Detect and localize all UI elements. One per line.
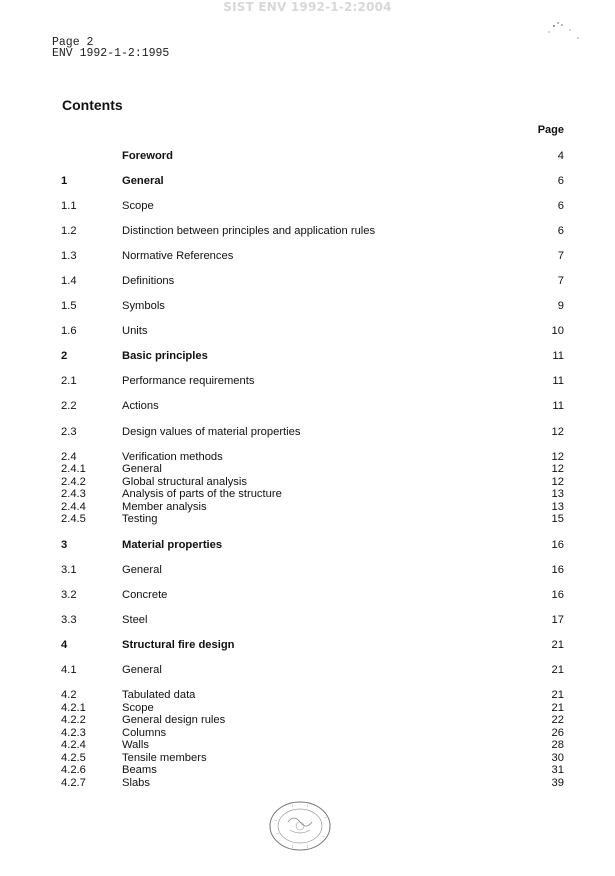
toc-label: Scope <box>122 200 154 212</box>
toc-number: 3.3 <box>61 614 77 626</box>
toc-number: 1.5 <box>61 300 77 312</box>
toc-page: 12 <box>551 476 564 488</box>
toc-label: Scope <box>122 702 154 714</box>
toc-label: Design values of material properties <box>122 426 301 438</box>
toc-label: Normative References <box>122 250 234 262</box>
toc-row <box>0 250 615 264</box>
page-title: Contents <box>62 97 123 113</box>
toc-label: Symbols <box>122 300 165 312</box>
toc-page: 11 <box>552 375 564 387</box>
toc-row <box>0 225 615 239</box>
toc-row <box>0 539 615 553</box>
toc-row <box>0 350 615 364</box>
toc-number: 2.4.2 <box>61 476 86 488</box>
toc-page: 16 <box>551 564 564 576</box>
toc-label: Material properties <box>122 539 223 551</box>
toc-page: 13 <box>551 501 564 513</box>
toc-label: Distinction between principles and application rules <box>122 225 376 237</box>
toc-label: General <box>122 564 162 576</box>
toc-number: 4.2.2 <box>61 714 86 726</box>
toc-page: 12 <box>551 426 564 438</box>
toc-row <box>0 689 615 703</box>
toc-row <box>0 614 615 628</box>
official-seal-stamp-icon <box>268 800 332 852</box>
toc-page: 12 <box>551 463 564 475</box>
toc-page: 11 <box>552 400 564 412</box>
toc-row <box>0 589 615 603</box>
toc-label: General <box>122 463 162 475</box>
toc-label: Beams <box>122 764 157 776</box>
toc-number: 2.2 <box>61 400 77 412</box>
toc-row <box>0 300 615 314</box>
toc-row <box>0 275 615 289</box>
toc-row <box>0 639 615 653</box>
toc-label: Global structural analysis <box>122 476 247 488</box>
toc-page: 39 <box>551 777 564 789</box>
toc-page: 11 <box>552 350 564 362</box>
toc-number: 1.2 <box>61 225 77 237</box>
toc-page: 15 <box>551 513 564 525</box>
toc-label: General design rules <box>122 714 226 726</box>
toc-page: 17 <box>551 614 564 626</box>
toc-page: 4 <box>557 150 564 162</box>
toc-number: 1.4 <box>61 275 77 287</box>
toc-row <box>0 488 615 502</box>
toc-label: Slabs <box>122 777 150 789</box>
toc-label: Columns <box>122 727 167 739</box>
toc-number: 2 <box>61 350 68 362</box>
toc-label: Performance requirements <box>122 375 255 387</box>
toc-number: 3.1 <box>61 564 77 576</box>
toc-number: 2.4 <box>61 451 77 463</box>
toc-number: 2.4.5 <box>61 513 86 525</box>
watermark: SIST ENV 1992-1-2:2004 <box>223 0 392 14</box>
toc-number: 4.2.6 <box>61 764 86 776</box>
toc-number: 1.6 <box>61 325 77 337</box>
toc-number: 1.3 <box>61 250 77 262</box>
toc-page: 16 <box>551 539 564 551</box>
toc-page: 30 <box>551 752 564 764</box>
toc-number: 4.2.5 <box>61 752 86 764</box>
toc-row <box>0 714 615 728</box>
toc-page: 21 <box>551 689 564 701</box>
toc-number: 2.1 <box>61 375 77 387</box>
toc-row <box>0 764 615 778</box>
toc-page: 7 <box>557 275 564 287</box>
toc-row <box>0 200 615 214</box>
toc-page: 26 <box>551 727 564 739</box>
toc-page: 21 <box>551 639 564 651</box>
toc-page: 6 <box>557 225 564 237</box>
toc-row <box>0 777 615 791</box>
toc-number: 2.4.1 <box>61 463 86 475</box>
toc-label: Concrete <box>122 589 168 601</box>
toc-label: Walls <box>122 739 149 751</box>
toc-row <box>0 664 615 678</box>
toc-label: Tensile members <box>122 752 207 764</box>
toc-number: 4 <box>61 639 68 651</box>
toc-row <box>0 400 615 414</box>
toc-number: 3.2 <box>61 589 77 601</box>
toc-row <box>0 426 615 440</box>
toc-label: Structural fire design <box>122 639 235 651</box>
toc-page: 9 <box>557 300 564 312</box>
toc-number: 4.1 <box>61 664 77 676</box>
toc-row <box>0 150 615 164</box>
toc-page: 6 <box>557 175 564 187</box>
toc-label: Analysis of parts of the structure <box>122 488 282 500</box>
toc-row <box>0 325 615 339</box>
toc-label: Verification methods <box>122 451 223 463</box>
toc-label: Actions <box>122 400 159 412</box>
toc-page: 13 <box>551 488 564 500</box>
toc-label: Testing <box>122 513 158 525</box>
page-column-header: Page <box>537 124 564 136</box>
toc-page: 31 <box>551 764 564 776</box>
toc-label: Member analysis <box>122 501 207 513</box>
toc-number: 4.2.7 <box>61 777 86 789</box>
toc-page: 21 <box>551 702 564 714</box>
toc-label: Tabulated data <box>122 689 196 701</box>
toc-page: 22 <box>551 714 564 726</box>
toc-page: 6 <box>557 200 564 212</box>
header-page: Page 2 <box>52 36 94 49</box>
header-document-id: ENV 1992-1-2:1995 <box>52 47 170 60</box>
toc-label: General <box>122 664 162 676</box>
toc-label: Definitions <box>122 275 175 287</box>
scan-specks <box>540 18 600 48</box>
toc-number: 2.4.4 <box>61 501 86 513</box>
toc-row <box>0 375 615 389</box>
toc-number: 4.2.1 <box>61 702 86 714</box>
toc-number: 1 <box>61 175 68 187</box>
toc-label: Basic principles <box>122 350 208 362</box>
toc-number: 3 <box>61 539 68 551</box>
toc-number: 4.2.4 <box>61 739 86 751</box>
toc-number: 2.3 <box>61 426 77 438</box>
toc-number: 4.2.3 <box>61 727 86 739</box>
toc-row <box>0 175 615 189</box>
toc-page: 7 <box>557 250 564 262</box>
toc-row <box>0 463 615 477</box>
toc-page: 10 <box>551 325 564 337</box>
toc-row <box>0 564 615 578</box>
toc-label: Units <box>122 325 148 337</box>
toc-label: General <box>122 175 164 187</box>
toc-number: 1.1 <box>61 200 77 212</box>
toc-label: Steel <box>122 614 148 626</box>
toc-number: 2.4.3 <box>61 488 86 500</box>
toc-row <box>0 739 615 753</box>
toc-number: 4.2 <box>61 689 77 701</box>
toc-page: 21 <box>551 664 564 676</box>
toc-page: 16 <box>551 589 564 601</box>
toc-row <box>0 513 615 527</box>
toc-label: Foreword <box>122 150 173 162</box>
toc-page: 28 <box>551 739 564 751</box>
toc-page: 12 <box>551 451 564 463</box>
